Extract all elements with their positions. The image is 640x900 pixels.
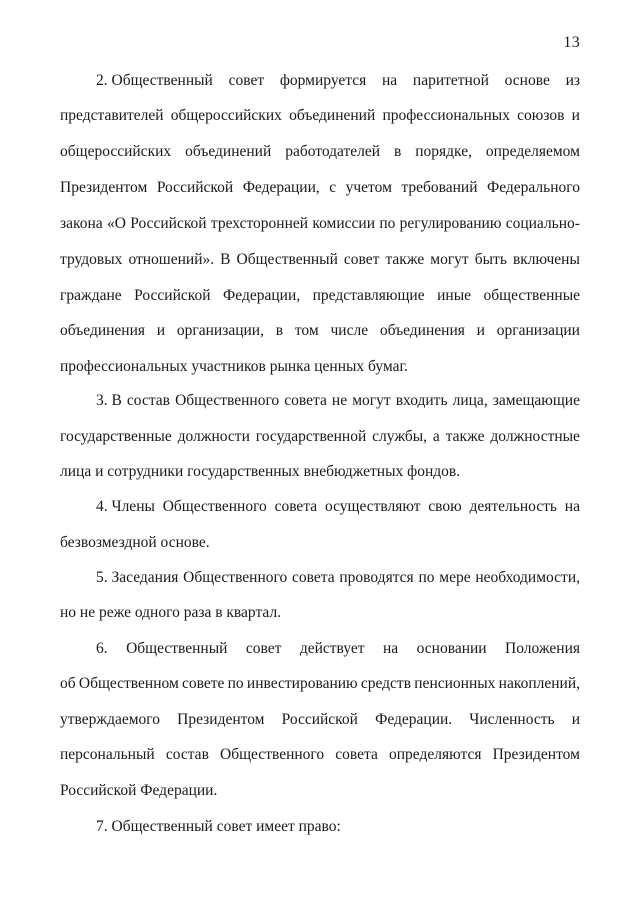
word: могут [430, 251, 469, 268]
word: государственной [255, 428, 367, 445]
word: утверждаемого [60, 711, 161, 728]
word: осуществляют [324, 498, 421, 515]
word: комиссии [312, 215, 376, 232]
word: входить [395, 392, 448, 409]
word: совет [228, 72, 265, 89]
text-line: профессиональных участников рынка ценных бумаг. [60, 358, 408, 375]
word: состав [165, 746, 209, 763]
word: совета [335, 746, 378, 763]
word: Общественный [126, 640, 228, 657]
word: Общественного [183, 569, 288, 586]
word: и [476, 322, 485, 339]
word: в [275, 322, 284, 339]
text-line [96, 497, 580, 517]
word: отношений». [128, 251, 215, 268]
word: профессиональных [382, 107, 510, 124]
word: Общественный [236, 251, 338, 268]
word: общероссийских [170, 107, 282, 124]
word: объединений [289, 107, 376, 124]
word: могут [352, 392, 391, 409]
word: мере [439, 569, 471, 586]
text-line [60, 250, 580, 270]
word: быть [474, 251, 507, 268]
word: союзов [517, 107, 565, 124]
word: 5. Заседания [96, 569, 179, 586]
text-line [60, 321, 580, 341]
text-line [96, 639, 580, 659]
word: и [571, 107, 580, 124]
word: совет [245, 640, 282, 657]
text-line [60, 710, 580, 730]
word: свою [428, 498, 462, 515]
word: иные [437, 287, 471, 304]
text-line [96, 568, 580, 588]
word: персональный [60, 746, 155, 763]
word: общественные [483, 287, 580, 304]
word: должности [177, 428, 250, 445]
word: 4. Члены [96, 498, 155, 515]
word: основании [416, 640, 487, 657]
word: паритетной [412, 72, 489, 89]
word: представляющие [312, 287, 425, 304]
word: также [445, 428, 485, 445]
page-number: 13 [563, 34, 580, 51]
word: государственные [60, 428, 172, 445]
word: работодателей [285, 143, 381, 160]
text-line [60, 178, 580, 198]
word: а [432, 428, 440, 445]
word: Численность [469, 711, 555, 728]
word: и [571, 711, 580, 728]
word: по [418, 569, 435, 586]
word: Российской [156, 179, 234, 196]
word: определяются [389, 746, 482, 763]
word: из [565, 72, 580, 89]
word: В [220, 251, 231, 268]
word: замещающие [492, 392, 580, 409]
word: на [383, 640, 399, 657]
word: накоплений, [498, 675, 580, 692]
word: «О [106, 215, 126, 232]
text-line: лица и сотрудники государственных внебюджетных фондов. [60, 463, 461, 480]
word: лица, [452, 392, 488, 409]
word: действует [299, 640, 365, 657]
word: требований [401, 179, 478, 196]
word: об [60, 675, 76, 692]
word: трехсторонней [210, 215, 309, 232]
word: необходимости, [475, 569, 580, 586]
word: не [331, 392, 348, 409]
word: пенсионных [414, 675, 496, 692]
word: по [227, 675, 244, 692]
word: должностные [490, 428, 580, 445]
text-line [96, 71, 580, 91]
word: на [564, 498, 580, 515]
word: Общественного [220, 746, 325, 763]
word: совета [284, 392, 327, 409]
text-line: Российской Федерации. [60, 782, 218, 799]
text-line: но не реже одного раза в квартал. [60, 604, 282, 621]
word: Общественного [175, 392, 280, 409]
word: также [385, 251, 425, 268]
word: основе [504, 72, 550, 89]
word: общероссийских [60, 143, 172, 160]
word: порядке, [415, 143, 472, 160]
word: представителей [60, 107, 164, 124]
word: 3. В [96, 392, 122, 409]
word: средств [360, 675, 412, 692]
word: Федерации, [223, 287, 301, 304]
word: числе [330, 322, 369, 339]
word: включены [512, 251, 580, 268]
word: 6. [96, 640, 108, 657]
word: Федерации. [375, 711, 453, 728]
word: закона [60, 215, 103, 232]
word: том [294, 322, 319, 339]
text-line [60, 674, 580, 694]
word: инвестированию [246, 675, 358, 692]
word: Федерального [486, 179, 580, 196]
word: объединения [379, 322, 465, 339]
word: трудовых [60, 251, 123, 268]
word: Положения [505, 640, 580, 657]
text-line [60, 286, 580, 306]
text-line: безвозмездной основе. [60, 534, 210, 551]
word: 2. Общественный [96, 72, 213, 89]
text-line [60, 745, 580, 765]
word: по [379, 215, 396, 232]
word: и [156, 322, 166, 339]
word: объединения [60, 322, 146, 339]
word: на [381, 72, 398, 89]
word: состав [126, 392, 170, 409]
word: Президентом [177, 711, 265, 728]
word: совете [182, 675, 225, 692]
word: Президентом [492, 746, 580, 763]
word: граждане [60, 287, 122, 304]
word: организации, [176, 322, 264, 339]
word: проводятся [339, 569, 414, 586]
word: объединений [185, 143, 272, 160]
word: службы, [372, 428, 428, 445]
word: Российской [134, 287, 211, 304]
word: Российской [130, 215, 207, 232]
word: учетом [345, 179, 392, 196]
word: Общественного [162, 498, 267, 515]
word: социально- [505, 215, 580, 232]
text-line [96, 391, 580, 411]
text-line: 7. Общественный совет имеет право: [96, 818, 341, 835]
word: Российской [281, 711, 358, 728]
text-line [60, 214, 580, 234]
word: с [329, 179, 337, 196]
word: в [393, 143, 402, 160]
word: определяемом [485, 143, 580, 160]
text-line [60, 106, 580, 126]
word: совета [274, 498, 318, 515]
word: Федерации, [242, 179, 320, 196]
word: совета [292, 569, 335, 586]
word: Общественном [78, 675, 179, 692]
word: формируется [279, 72, 367, 89]
word: деятельность [469, 498, 557, 515]
text-line [60, 427, 580, 447]
word: регулированию [399, 215, 502, 232]
word: организации [496, 322, 580, 339]
text-line [60, 142, 580, 162]
word: Президентом [60, 179, 148, 196]
word: совет [343, 251, 380, 268]
